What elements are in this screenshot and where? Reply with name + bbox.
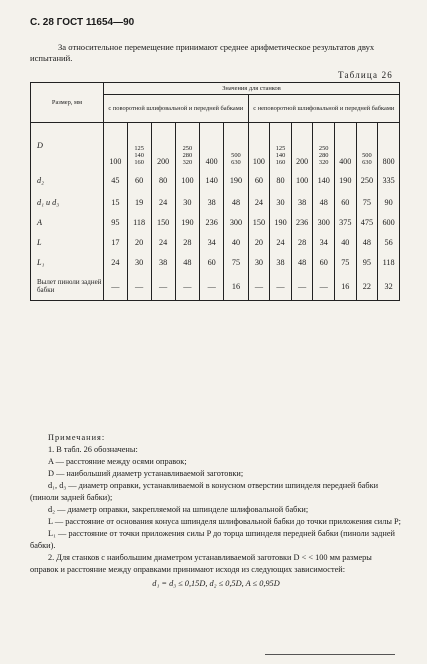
- table-cell: [224, 123, 248, 169]
- table-cell: 150: [151, 213, 175, 233]
- d-value: 280: [182, 151, 193, 159]
- formula: d₁ = d₃ ≤ 0,15D, d₂ ≤ 0,5D, A ≤ 0,95D: [152, 579, 280, 588]
- note-2: 2. Для станков с наибольшим диаметром устанавливаемой заготовки D < < 100 мм размеры оправок и расстояние между оправками принимают исходя из следующих зависимостей:: [30, 553, 372, 574]
- table-cell: 56: [378, 233, 400, 253]
- table-cell: [104, 123, 128, 169]
- table-cell: 190: [270, 213, 292, 233]
- table-cell: 16: [224, 273, 248, 301]
- table-cell: 30: [175, 193, 199, 213]
- d-value: 320: [182, 158, 193, 166]
- table-cell: [270, 123, 292, 169]
- notes-title: Примечания:: [48, 433, 106, 442]
- table-cell: —: [313, 273, 335, 301]
- note-d2: d₂ — диаметр оправки, закрепляемой на шпинделе шлифовальной бабки;: [48, 505, 309, 514]
- d-value: 250: [182, 144, 193, 152]
- table-cell: 335: [378, 169, 400, 193]
- row-label: A: [31, 213, 104, 233]
- table-cell: 60: [313, 253, 335, 273]
- table-cell: 60: [127, 169, 151, 193]
- table-row: [31, 233, 400, 253]
- table-cell: 150: [248, 213, 270, 233]
- table-cell: 24: [104, 253, 128, 273]
- table-cell: 600: [378, 213, 400, 233]
- table-cell: 100: [291, 169, 313, 193]
- d-value: 500: [231, 151, 241, 159]
- table-cell: 80: [270, 169, 292, 193]
- header-group1: с поворотной шлифовальной и передней бабками: [104, 95, 249, 123]
- table-cell: —: [200, 273, 224, 301]
- table-cell: [248, 123, 270, 169]
- table-cell: 19: [127, 193, 151, 213]
- row-label: L: [31, 233, 104, 253]
- table-cell: 32: [378, 273, 400, 301]
- row-label: Вылет пиноли задней бабки: [31, 273, 104, 301]
- table-cell: 250: [356, 169, 378, 193]
- table-cell: 38: [291, 193, 313, 213]
- table-cell: 60: [248, 169, 270, 193]
- table-cell: 30: [127, 253, 151, 273]
- d-value: 400: [205, 156, 218, 166]
- table-cell: [356, 123, 378, 169]
- table-cell: 95: [104, 213, 128, 233]
- row-label: d₁ и d₃: [31, 193, 104, 213]
- table-cell: 38: [200, 193, 224, 213]
- table-cell: 20: [248, 233, 270, 253]
- table-cell: 60: [335, 193, 357, 213]
- note-1: 1. В табл. 26 обозначены:: [48, 445, 138, 454]
- notes: [30, 432, 402, 590]
- table-row: [31, 253, 400, 273]
- d-value: 160: [134, 158, 144, 166]
- table-cell: 15: [104, 193, 128, 213]
- table-cell: 100: [175, 169, 199, 193]
- table-cell: 45: [104, 169, 128, 193]
- d-value: 125: [134, 144, 144, 152]
- note-L: L — расстояние от основания конуса шпинделя шлифовальной бабки до точки приложения силы P;: [48, 517, 401, 526]
- table-cell: 40: [224, 233, 248, 253]
- row-label: D: [31, 123, 104, 169]
- row-label: L₁: [31, 253, 104, 273]
- table-cell: 118: [378, 253, 400, 273]
- table-cell: 190: [224, 169, 248, 193]
- table-cell: 48: [291, 253, 313, 273]
- table-cell: 24: [151, 233, 175, 253]
- table-cell: 60: [200, 253, 224, 273]
- d-value: 200: [296, 156, 309, 166]
- table-cell: 17: [104, 233, 128, 253]
- header-group-title: Значения для станков: [104, 83, 400, 95]
- d-value: 320: [318, 158, 329, 166]
- data-table: [30, 82, 400, 301]
- table-label: Таблица 26: [338, 70, 393, 80]
- table-row: [31, 123, 400, 169]
- table-cell: —: [104, 273, 128, 301]
- table-row: [31, 193, 400, 213]
- table-row: [31, 273, 400, 301]
- header-param: Размер, мм: [31, 83, 104, 123]
- table-cell: 236: [200, 213, 224, 233]
- table-cell: 38: [270, 253, 292, 273]
- table-cell: —: [291, 273, 313, 301]
- table-cell: 95: [356, 253, 378, 273]
- table-cell: 24: [248, 193, 270, 213]
- note-L1: L₁ — расстояние от точки приложения силы P до торца шпинделя передней бабки (пиноли задней бабки).: [30, 529, 395, 550]
- table-cell: 75: [224, 253, 248, 273]
- table-cell: 28: [175, 233, 199, 253]
- d-value: 140: [275, 151, 286, 159]
- d-value: 100: [109, 156, 122, 166]
- d-value: 200: [157, 156, 170, 166]
- table-cell: 40: [335, 233, 357, 253]
- table-cell: [127, 123, 151, 169]
- table-cell: 80: [151, 169, 175, 193]
- table-cell: [151, 123, 175, 169]
- d-value: 100: [252, 156, 265, 166]
- d-value: 160: [275, 158, 286, 166]
- table-cell: —: [175, 273, 199, 301]
- table-cell: —: [248, 273, 270, 301]
- footer-rule: [265, 654, 395, 655]
- table-cell: 34: [313, 233, 335, 253]
- d-value: 400: [339, 156, 352, 166]
- table-cell: 75: [356, 193, 378, 213]
- d-value: 250: [318, 144, 329, 152]
- table-cell: 90: [378, 193, 400, 213]
- note-d1d3: d₁, d₃ — диаметр оправки, устанавливаемой в конусном отверстии шпинделя передней бабки (пиноли задней бабки);: [30, 481, 379, 502]
- table-cell: 190: [335, 169, 357, 193]
- table-cell: —: [151, 273, 175, 301]
- table-cell: 24: [270, 233, 292, 253]
- table-cell: 48: [224, 193, 248, 213]
- table-cell: 48: [175, 253, 199, 273]
- table-cell: [200, 123, 224, 169]
- table-cell: 375: [335, 213, 357, 233]
- table-cell: 190: [175, 213, 199, 233]
- table-row: [31, 213, 400, 233]
- table-cell: 20: [127, 233, 151, 253]
- table-cell: 16: [335, 273, 357, 301]
- table-cell: 48: [313, 193, 335, 213]
- d-value: 140: [134, 151, 144, 159]
- table-cell: [313, 123, 335, 169]
- d-value: 280: [318, 151, 329, 159]
- note-A: A — расстояние между осями оправок;: [48, 457, 187, 466]
- table-row: [31, 169, 400, 193]
- table-cell: 300: [224, 213, 248, 233]
- table-cell: 140: [313, 169, 335, 193]
- table-cell: 140: [200, 169, 224, 193]
- table-cell: 28: [291, 233, 313, 253]
- table-cell: 236: [291, 213, 313, 233]
- table-cell: 38: [151, 253, 175, 273]
- table-cell: 30: [248, 253, 270, 273]
- table-cell: 118: [127, 213, 151, 233]
- table-cell: [335, 123, 357, 169]
- table-cell: 22: [356, 273, 378, 301]
- table-cell: [291, 123, 313, 169]
- table-cell: 48: [356, 233, 378, 253]
- d-value: 630: [231, 158, 241, 166]
- d-value: 500: [362, 151, 372, 159]
- table-cell: 75: [335, 253, 357, 273]
- header-group2: с неповоротной шлифовальной и передней бабками: [248, 95, 399, 123]
- table-cell: 24: [151, 193, 175, 213]
- d-value: 125: [275, 144, 286, 152]
- table-cell: —: [270, 273, 292, 301]
- d-value: 630: [362, 158, 372, 166]
- table-cell: 34: [200, 233, 224, 253]
- table-cell: 300: [313, 213, 335, 233]
- intro-paragraph: За относительное перемещение принимают среднее арифметическое результатов двух испытаний.: [30, 42, 375, 63]
- table-cell: 30: [270, 193, 292, 213]
- d-value: 800: [382, 156, 395, 166]
- table-cell: [378, 123, 400, 169]
- row-label: d₂: [31, 169, 104, 193]
- table-cell: [175, 123, 199, 169]
- note-D: D — наибольший диаметр устанавливаемой заготовки;: [48, 469, 244, 478]
- page-header: С. 28 ГОСТ 11654—90: [30, 17, 135, 28]
- table-cell: —: [127, 273, 151, 301]
- table-cell: 475: [356, 213, 378, 233]
